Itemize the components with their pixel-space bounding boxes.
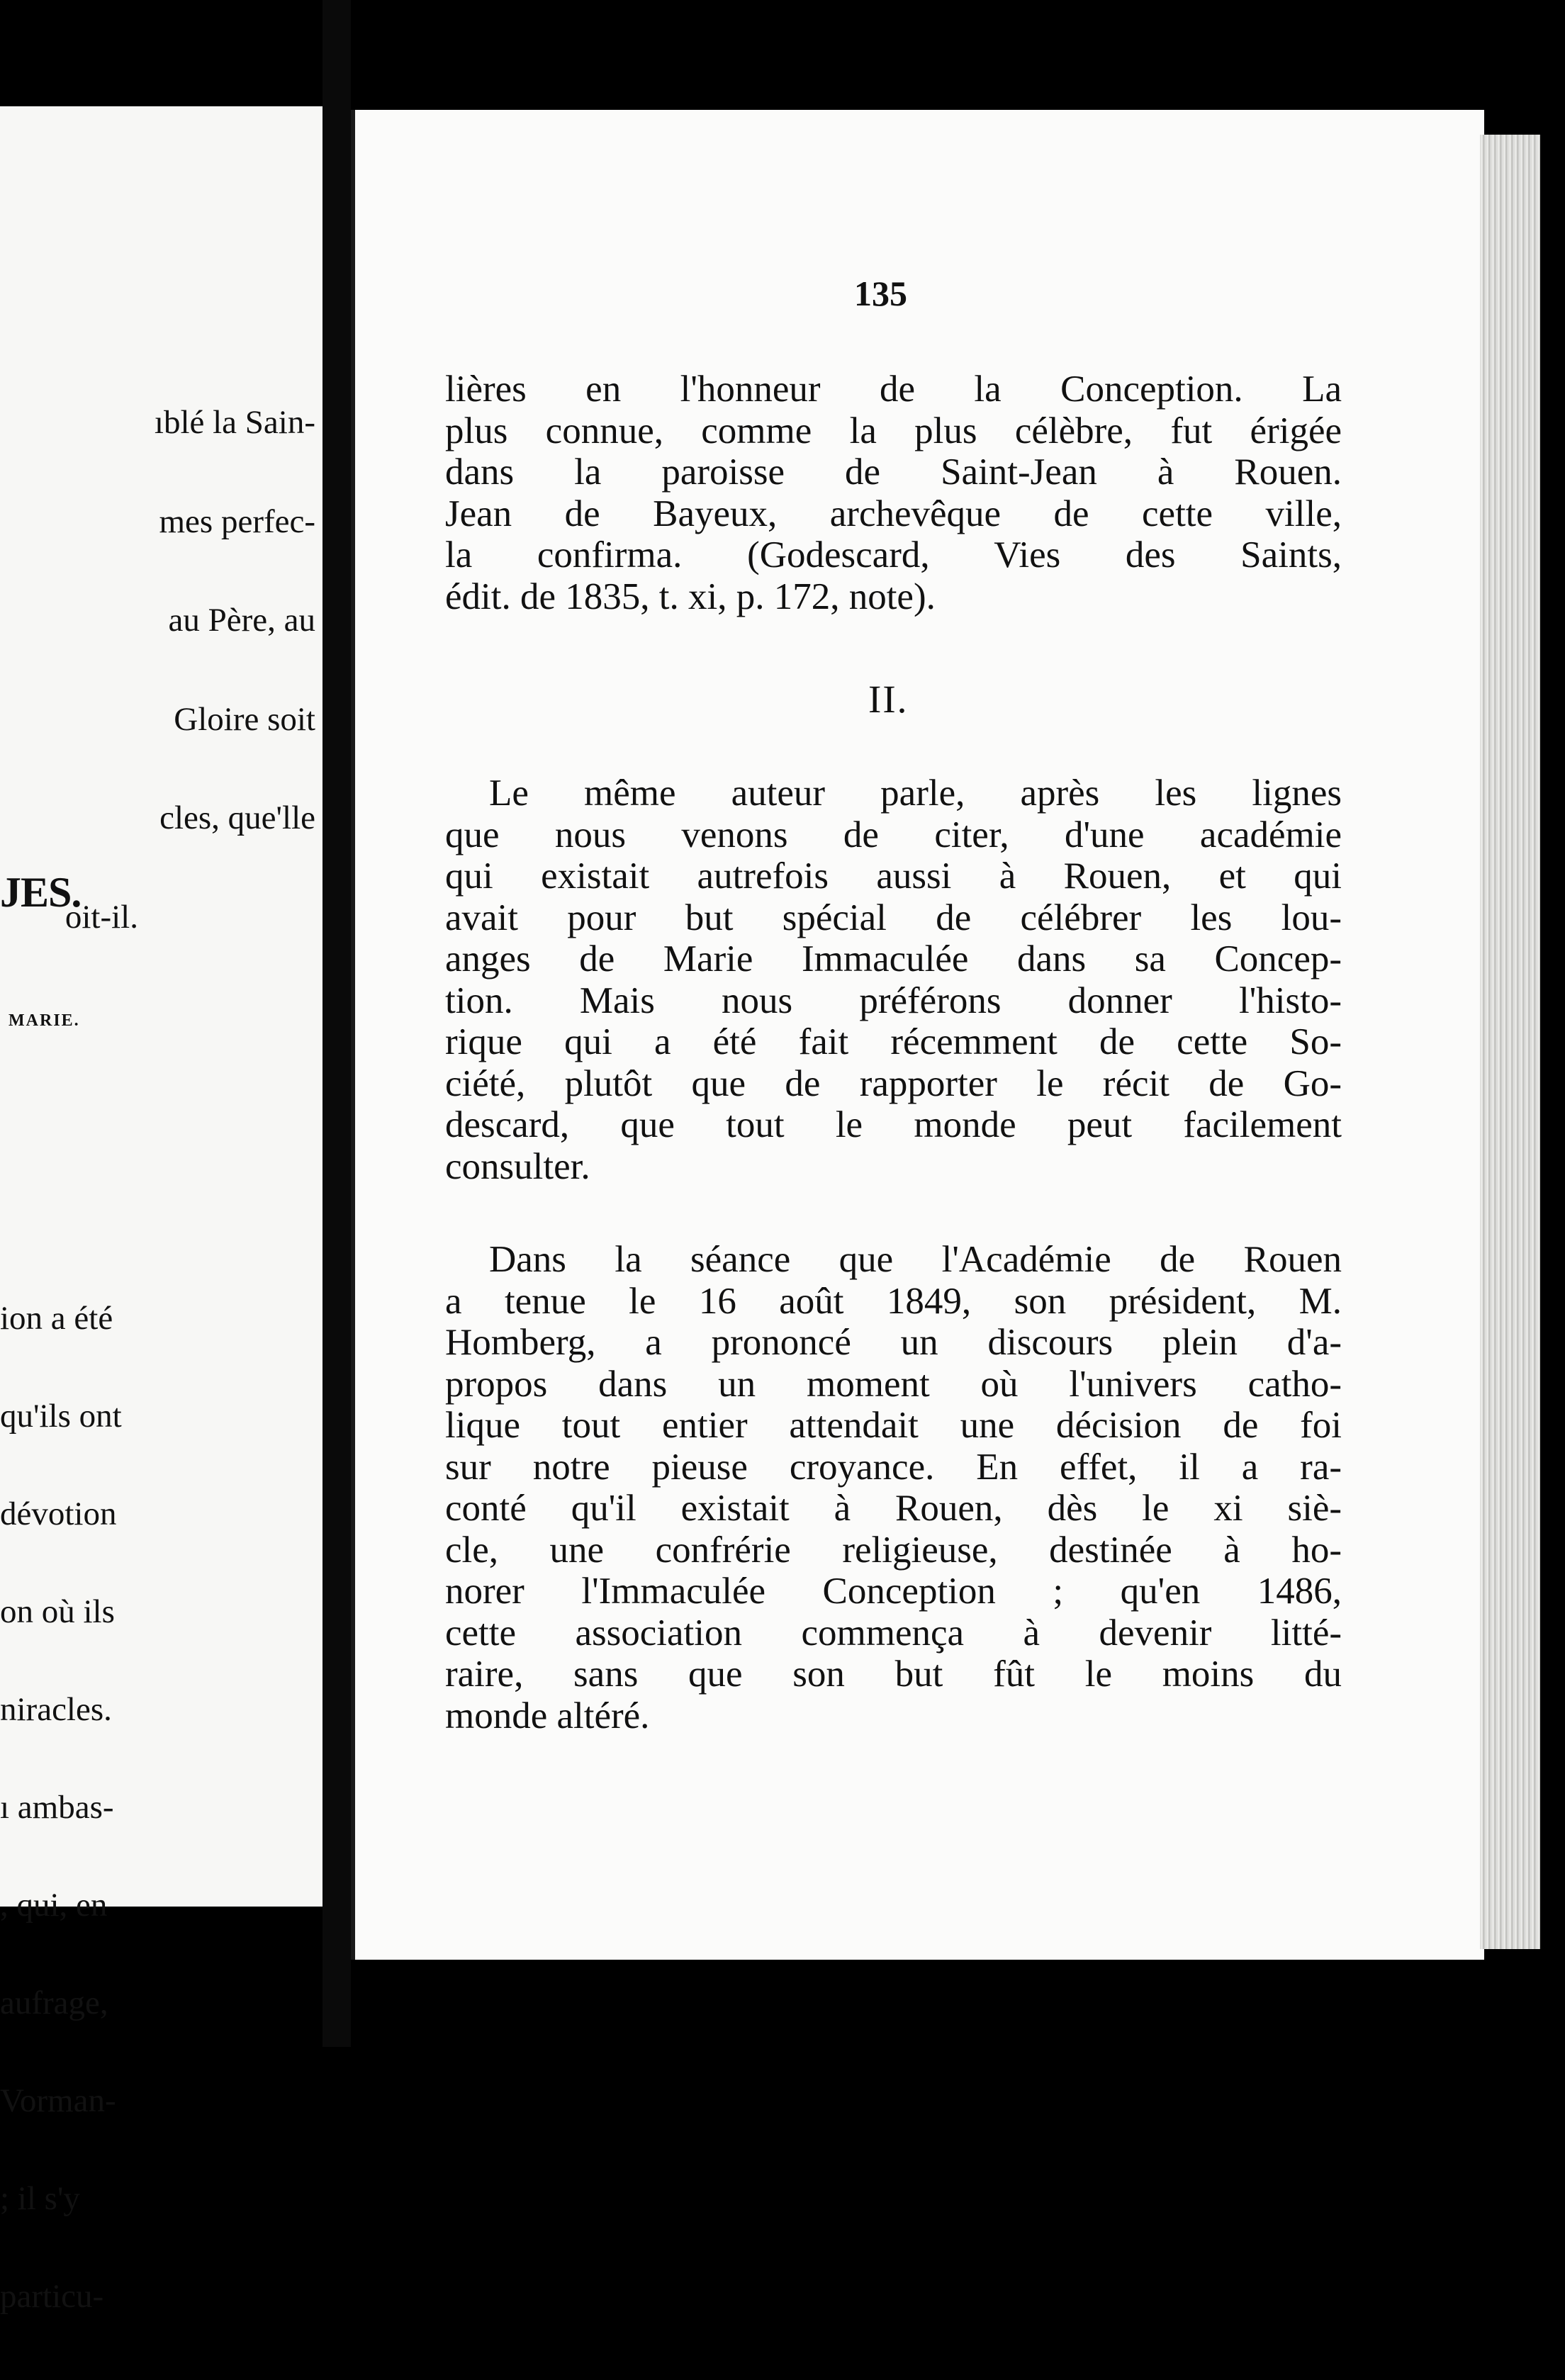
- text-line: propos dans un moment où l'univers catho-: [445, 1363, 1342, 1405]
- text-line: sur notre pieuse croyance. En effet, il a ra-: [445, 1446, 1342, 1488]
- left-line: oit-il.: [64, 898, 138, 936]
- left-line: aufrage,: [0, 1985, 108, 2021]
- paragraph-3: [445, 1239, 1342, 1736]
- paragraph-2: [445, 773, 1342, 1187]
- left-line: on où ils: [0, 1593, 115, 1630]
- text-line: la confirma. (Godescard, Vies des Saints,: [445, 534, 1342, 576]
- left-page: [0, 106, 325, 2315]
- left-line: qu'ils ont: [0, 1398, 122, 1435]
- left-line: ı ambas-: [0, 1789, 114, 1826]
- section-heading: II.: [868, 678, 909, 721]
- page-number: 135: [854, 274, 907, 313]
- text-line: raire, sans que son but fût le moins du: [445, 1654, 1342, 1695]
- page-edges: [1480, 135, 1540, 1949]
- text-line: lières en l'honneur de la Conception. La: [445, 369, 1342, 410]
- left-line: mes perfec-: [159, 503, 315, 540]
- text-line: Le même auteur parle, après les lignes: [489, 773, 1342, 814]
- left-line: , qui, en: [0, 1887, 108, 1924]
- left-line: ıblé la Sain-: [154, 404, 315, 441]
- text-line: Homberg, a prononcé un discours plein d'a-: [445, 1322, 1342, 1363]
- left-line: niracles.: [0, 1691, 112, 1728]
- left-line: ; il s'y: [0, 2180, 80, 2217]
- paragraph-1: [445, 369, 1342, 617]
- text-line: avait pour but spécial de célébrer les lou-: [445, 897, 1342, 938]
- text-line: dans la paroisse de Saint-Jean à Rouen.: [445, 451, 1342, 493]
- book-gutter: [322, 0, 351, 2047]
- text-line: a tenue le 16 août 1849, son président, M.: [445, 1280, 1342, 1322]
- text-line: que nous venons de citer, d'une académie: [445, 814, 1342, 855]
- text-line: qui existait autrefois aussi à Rouen, et qui: [445, 855, 1342, 897]
- text-line: anges de Marie Immaculée dans sa Concep-: [445, 938, 1342, 979]
- text-line: édit. de 1835, t. xi, p. 172, note).: [445, 576, 936, 617]
- left-line: ion a été: [0, 1300, 113, 1337]
- left-page-bottom-text: [0, 1237, 122, 2378]
- text-line: cette association commença à devenir litté-: [445, 1612, 1342, 1654]
- left-page-heading: JES.: [0, 869, 82, 916]
- text-line: norer l'Immaculée Conception ; qu'en 1486,: [445, 1571, 1342, 1612]
- left-page-small-caps: MARIE.: [9, 1011, 80, 1030]
- text-line: Jean de Bayeux, archevêque de cette ville,: [445, 493, 1342, 534]
- text-line: rique qui a été fait récemment de cette So-: [445, 1021, 1342, 1062]
- text-line: tion. Mais nous préférons donner l'histo-: [445, 979, 1342, 1021]
- text-line: conté qu'il existait à Rouen, dès le xi siè-: [445, 1488, 1342, 1529]
- left-line: particu-: [0, 2278, 104, 2315]
- left-page-top-text: [65, 340, 315, 999]
- text-line: ciété, plutôt que de rapporter le récit de Go-: [445, 1062, 1342, 1104]
- left-line: dévotion: [0, 1495, 117, 1532]
- text-line: plus connue, comme la plus célèbre, fut érigée: [445, 410, 1342, 451]
- left-line: Gloire soit: [174, 700, 315, 738]
- text-line: monde altéré.: [445, 1695, 650, 1736]
- text-line: cle, une confrérie religieuse, destinée à ho-: [445, 1529, 1342, 1571]
- left-line: Vorman-: [0, 2082, 116, 2119]
- left-line: cles, que'lle: [159, 799, 315, 836]
- left-line: au Père, au: [168, 602, 315, 639]
- text-line: lique tout entier attendait une décision de foi: [445, 1405, 1342, 1446]
- text-line: Dans la séance que l'Académie de Rouen: [489, 1239, 1342, 1280]
- text-line: consulter.: [445, 1145, 590, 1187]
- text-line: descard, que tout le monde peut facilement: [445, 1104, 1342, 1145]
